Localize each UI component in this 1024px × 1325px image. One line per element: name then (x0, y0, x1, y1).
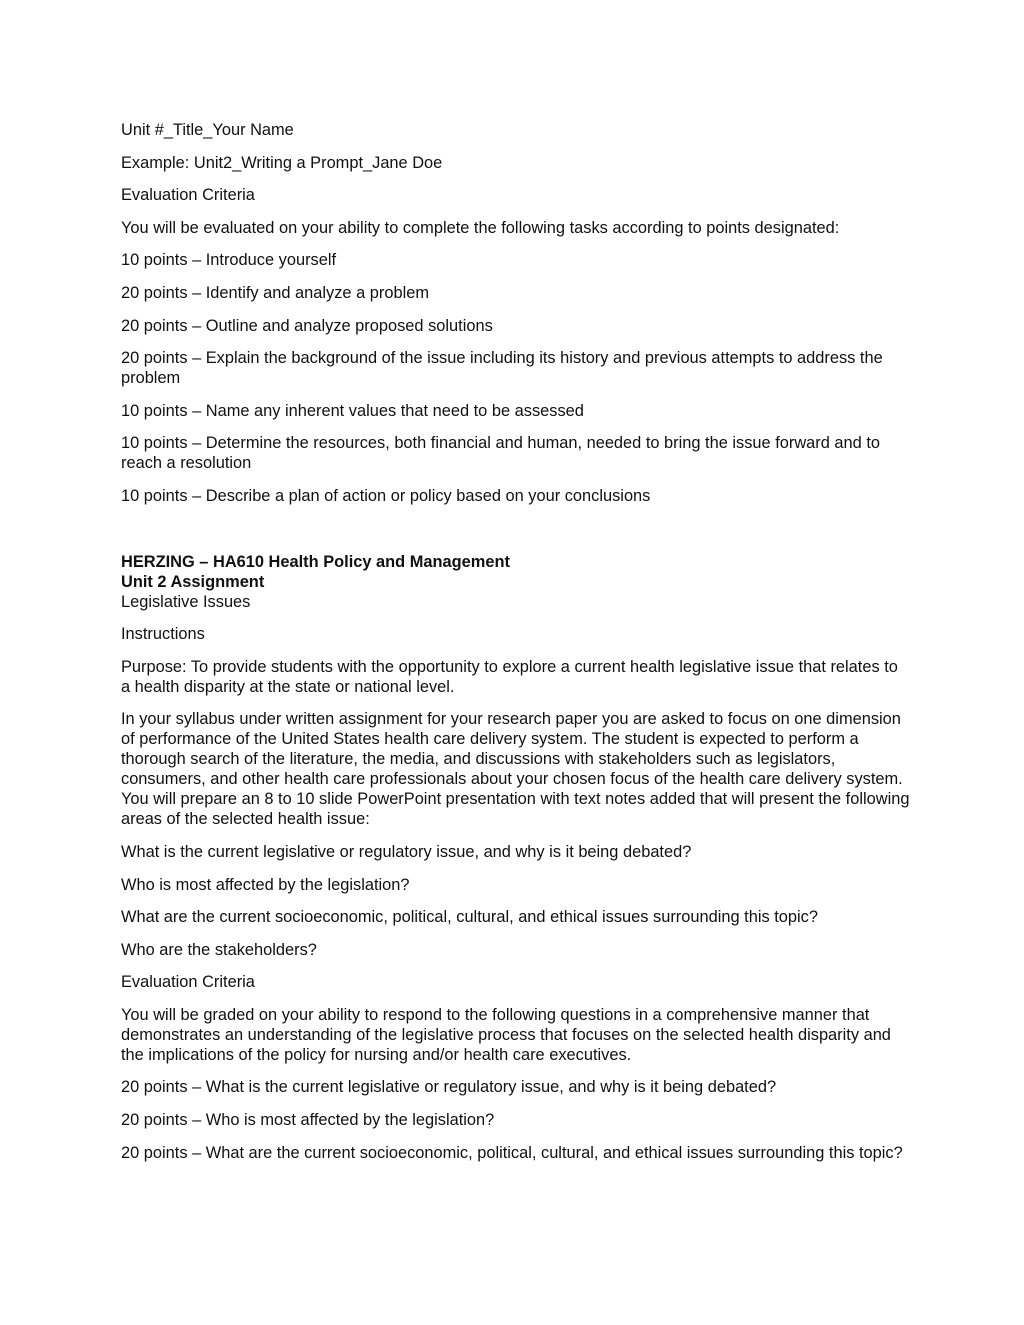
document-page (121, 120, 911, 1175)
criteria-item: 20 points – Who is most affected by the legislation? (121, 1111, 495, 1130)
file-naming-example: Example: Unit2_Writing a Prompt_Jane Doe (121, 153, 443, 172)
criteria-item: 20 points – Explain the background of the issue including its history and previous attempts to address the problem (121, 349, 883, 388)
evaluation-criteria-heading: Evaluation Criteria (121, 973, 255, 992)
section-spacer (121, 519, 911, 552)
criteria-item: 20 points – What are the current socioeconomic, political, cultural, and ethical issues surrounding this topic? (121, 1143, 903, 1162)
file-naming-format: Unit #_Title_Your Name (121, 121, 294, 139)
assignment-title: Unit 2 Assignment (121, 572, 265, 591)
criteria-item: 20 points – Outline and analyze proposed solutions (121, 316, 493, 335)
criteria-item: 10 points – Describe a plan of action or policy based on your conclusions (121, 486, 651, 505)
grading-paragraph: You will be graded on your ability to respond to the following questions in a comprehensive manner that demonstrates an understanding of the legislative process that focuses on the selected health disparity and the implications of the policy for nursing and/or health care executives. (121, 1005, 891, 1064)
course-title: HERZING – HA610 Health Policy and Management (121, 552, 510, 571)
question-item: What are the current socioeconomic, political, cultural, and ethical issues surrounding this topic? (121, 908, 818, 927)
criteria-item: 10 points – Name any inherent values that need to be assessed (121, 401, 584, 420)
purpose-paragraph: Purpose: To provide students with the opportunity to explore a current health legislative issue that relates to a health disparity at the state or national level. (121, 657, 898, 696)
question-item: Who is most affected by the legislation? (121, 875, 410, 894)
question-item: Who are the stakeholders? (121, 940, 317, 959)
syllabus-paragraph: In your syllabus under written assignment for your research paper you are asked to focus on one dimension of performance of the United States health care delivery system. The student is expected to perform a thorough search of the literature, the media, and discussions with stakeholders such as legislators, consumers, and other health care professionals about your chosen focus of the health care delivery system. You will prepare an 8 to 10 slide PowerPoint presentation with text notes added that will present the following areas of the selected health issue: (121, 710, 910, 829)
question-item: What is the current legislative or regulatory issue, and why is it being debated? (121, 842, 692, 861)
evaluation-intro: You will be evaluated on your ability to complete the following tasks according to points designated: (121, 218, 840, 237)
criteria-item: 20 points – Identify and analyze a problem (121, 283, 429, 302)
evaluation-criteria-heading: Evaluation Criteria (121, 186, 255, 205)
criteria-item: 10 points – Introduce yourself (121, 251, 337, 270)
assignment-subtitle: Legislative Issues (121, 592, 251, 611)
criteria-item: 10 points – Determine the resources, both financial and human, needed to bring the issue forward and to reach a resolution (121, 434, 880, 473)
instructions-heading: Instructions (121, 625, 205, 644)
assignment-header (121, 552, 911, 612)
criteria-item: 20 points – What is the current legislative or regulatory issue, and why is it being debated? (121, 1078, 777, 1097)
